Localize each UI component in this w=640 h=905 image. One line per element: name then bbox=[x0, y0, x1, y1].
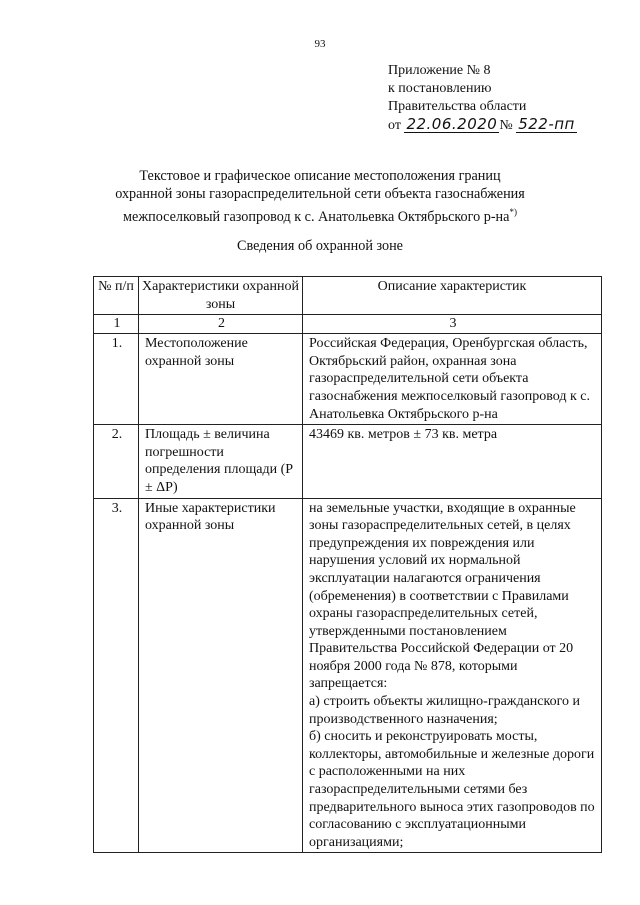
table-row bbox=[94, 425, 602, 498]
table-row bbox=[94, 334, 602, 425]
row-characteristic: Иные характеристики охранной зоны bbox=[139, 498, 303, 853]
title-line-3: межпоселковый газопровод к с. Анатольевка Октябрьского р-на bbox=[123, 209, 510, 225]
row-number: 2. bbox=[94, 425, 139, 498]
protection-zone-table bbox=[93, 276, 602, 853]
section-subtitle: Сведения об охранной зоне bbox=[237, 238, 403, 254]
column-number-2: 2 bbox=[139, 315, 303, 334]
title-line-3-wrap bbox=[60, 203, 580, 226]
document-title bbox=[60, 167, 580, 226]
row-description-cell bbox=[303, 498, 602, 853]
column-number-row bbox=[94, 315, 602, 334]
appendix-line-1: Приложение № 8 bbox=[388, 63, 491, 78]
handwritten-date: 22.06.2020 bbox=[406, 115, 498, 133]
appendix-date-line bbox=[388, 116, 577, 135]
row-number: 1. bbox=[94, 334, 139, 425]
table-row bbox=[94, 498, 602, 853]
column-number-3: 3 bbox=[303, 315, 602, 334]
date-prefix: от bbox=[388, 118, 401, 133]
restriction-item-b: б) сносить и реконструировать мосты, коллекторы, автомобильные и железные дороги с расположенными на них газораспределительными сетями без предварительного выноса этих газопроводов по согласованию с эксплуатационными организациями; bbox=[309, 729, 595, 850]
appendix-block bbox=[388, 62, 577, 135]
appendix-line-3: Правительства области bbox=[388, 99, 527, 114]
header-number: № п/п bbox=[94, 277, 139, 315]
row-description: 43469 кв. метров ± 73 кв. метра bbox=[303, 425, 602, 498]
appendix-line-2: к постановлению bbox=[388, 81, 492, 96]
header-description: Описание характеристик bbox=[303, 277, 602, 315]
title-line-1: Текстовое и графическое описание местоположения границ bbox=[139, 168, 501, 184]
column-number-1: 1 bbox=[94, 315, 139, 334]
table-header-row bbox=[94, 277, 602, 315]
row-number: 3. bbox=[94, 498, 139, 853]
footnote-mark: *) bbox=[509, 207, 517, 217]
handwritten-number: 522-пп bbox=[518, 115, 575, 133]
row-description: на земельные участки, входящие в охранные зоны газораспределительных сетей, в целях предупреждения их повреждения или нарушения условий их нормальной эксплуатации налагаются ограничения (обременения) в соответствии с Правилами охраны газораспределительных сетей, утвержденными постановлением Правительства Российской Федерации от 20 ноября 2000 года № 878, которыми запрещается: bbox=[309, 500, 576, 692]
row-characteristic: Местоположение охранной зоны bbox=[139, 334, 303, 425]
restriction-item-a: а) строить объекты жилищно-гражданского и производственного назначения; bbox=[309, 694, 580, 727]
header-characteristic: Характеристики охранной зоны bbox=[139, 277, 303, 315]
row-description: Российская Федерация, Оренбургская область, Октябрьский район, охранная зона газораспределительной сети объекта газоснабжения межпоселковый газопровод к с. Анатольевка Октябрьского р-на bbox=[303, 334, 602, 425]
number-sign: № bbox=[499, 118, 513, 133]
title-line-2: охранной зоны газораспределительной сети объекта газоснабжения bbox=[115, 186, 525, 202]
row-characteristic: Площадь ± величина погрешности определения площади (Р ± ΔР) bbox=[139, 425, 303, 498]
page-number: 93 bbox=[314, 38, 326, 50]
